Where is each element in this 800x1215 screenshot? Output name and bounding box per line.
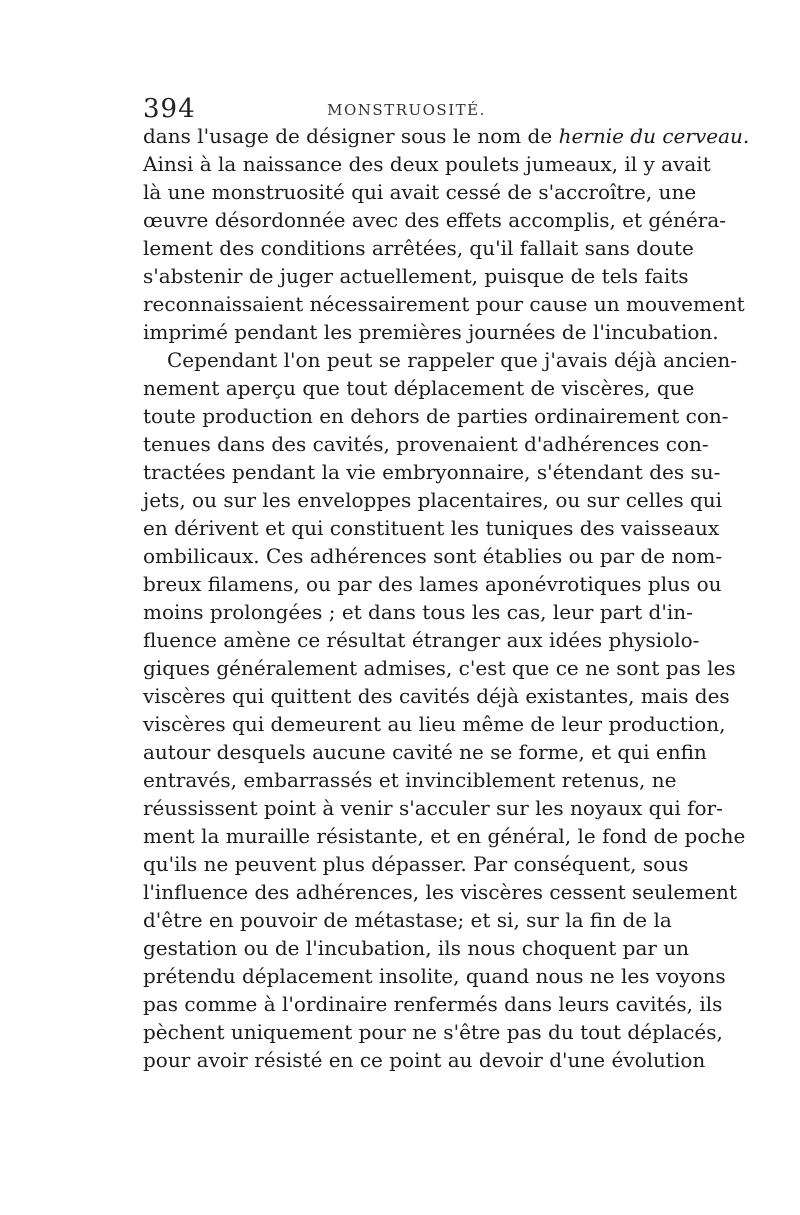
text-line: prétendu déplacement insolite, quand nous ne les voyons: [143, 964, 726, 988]
italic-term: hernie du cerveau.: [558, 124, 750, 148]
text-line: d'être en pouvoir de métastase; et si, sur la fin de la: [143, 908, 672, 932]
paragraph-start-line: Cependant l'on peut se rappeler que j'avais déjà ancien-: [167, 348, 738, 372]
text-line: ombilicaux. Ces adhérences sont établies ou par de nom-: [143, 544, 723, 568]
text-line: viscères qui quittent des cavités déjà existantes, mais des: [143, 684, 730, 708]
text-line: réussissent point à venir s'acculer sur les noyaux qui for-: [143, 796, 723, 820]
text-line: lement des conditions arrêtées, qu'il fallait sans doute: [143, 236, 694, 260]
text-line: nement aperçu que tout déplacement de viscères, que: [143, 376, 695, 400]
text-line: autour desquels aucune cavité ne se forme, et qui enfin: [143, 740, 707, 764]
text-line: giques généralement admises, c'est que ce ne sont pas les: [143, 656, 736, 680]
text-line: en dérivent et qui constituent les tuniques des vaisseaux: [143, 516, 720, 540]
text-line: dans l'usage de désigner sous le nom de hernie du cerveau.: [143, 124, 750, 148]
page-number: 394: [143, 94, 196, 124]
text-line: moins prolongées ; et dans tous les cas, leur part d'in-: [143, 600, 693, 624]
text-line: breux filamens, ou par des lames aponévrotiques plus ou: [143, 572, 722, 596]
text-line: tractées pendant la vie embryonnaire, s'étendant des su-: [143, 460, 721, 484]
text-line: œuvre désordonnée avec des effets accomplis, et généra-: [143, 208, 726, 232]
text-line: imprimé pendant les premières journées de l'incubation.: [143, 320, 719, 344]
text-line: fluence amène ce résultat étranger aux idées physiolo-: [143, 628, 700, 652]
text-line: s'abstenir de juger actuellement, puisque de tels faits: [143, 264, 689, 288]
text-line: gestation ou de l'incubation, ils nous choquent par un: [143, 936, 690, 960]
text-line: viscères qui demeurent au lieu même de leur production,: [143, 712, 726, 736]
body-text: [143, 122, 750, 1074]
running-title: MONSTRUOSITÉ.: [327, 101, 486, 119]
running-head: [143, 94, 670, 124]
text-line: pas comme à l'ordinaire renfermés dans leurs cavités, ils: [143, 992, 723, 1016]
text-line: l'influence des adhérences, les viscères cessent seulement: [143, 880, 737, 904]
text-line: reconnaissaient nécessairement pour cause un mouvement: [143, 292, 745, 316]
text-line: là une monstruosité qui avait cessé de s'accroître, une: [143, 180, 697, 204]
text-line: entravés, embarrassés et invinciblement retenus, ne: [143, 768, 677, 792]
text-line: tenues dans des cavités, provenaient d'adhérences con-: [143, 432, 709, 456]
text-line: ment la muraille résistante, et en général, le fond de poche: [143, 824, 746, 848]
text-line: jets, ou sur les enveloppes placentaires, ou sur celles qui: [143, 488, 723, 512]
text-line: toute production en dehors de parties ordinairement con-: [143, 404, 729, 428]
text-line: pour avoir résisté en ce point au devoir d'une évolution: [143, 1048, 706, 1072]
text-line: Ainsi à la naissance des deux poulets jumeaux, il y avait: [143, 152, 711, 176]
text-line: pèchent uniquement pour ne s'être pas du tout déplacés,: [143, 1020, 723, 1044]
text-line: qu'ils ne peuvent plus dépasser. Par conséquent, sous: [143, 852, 689, 876]
